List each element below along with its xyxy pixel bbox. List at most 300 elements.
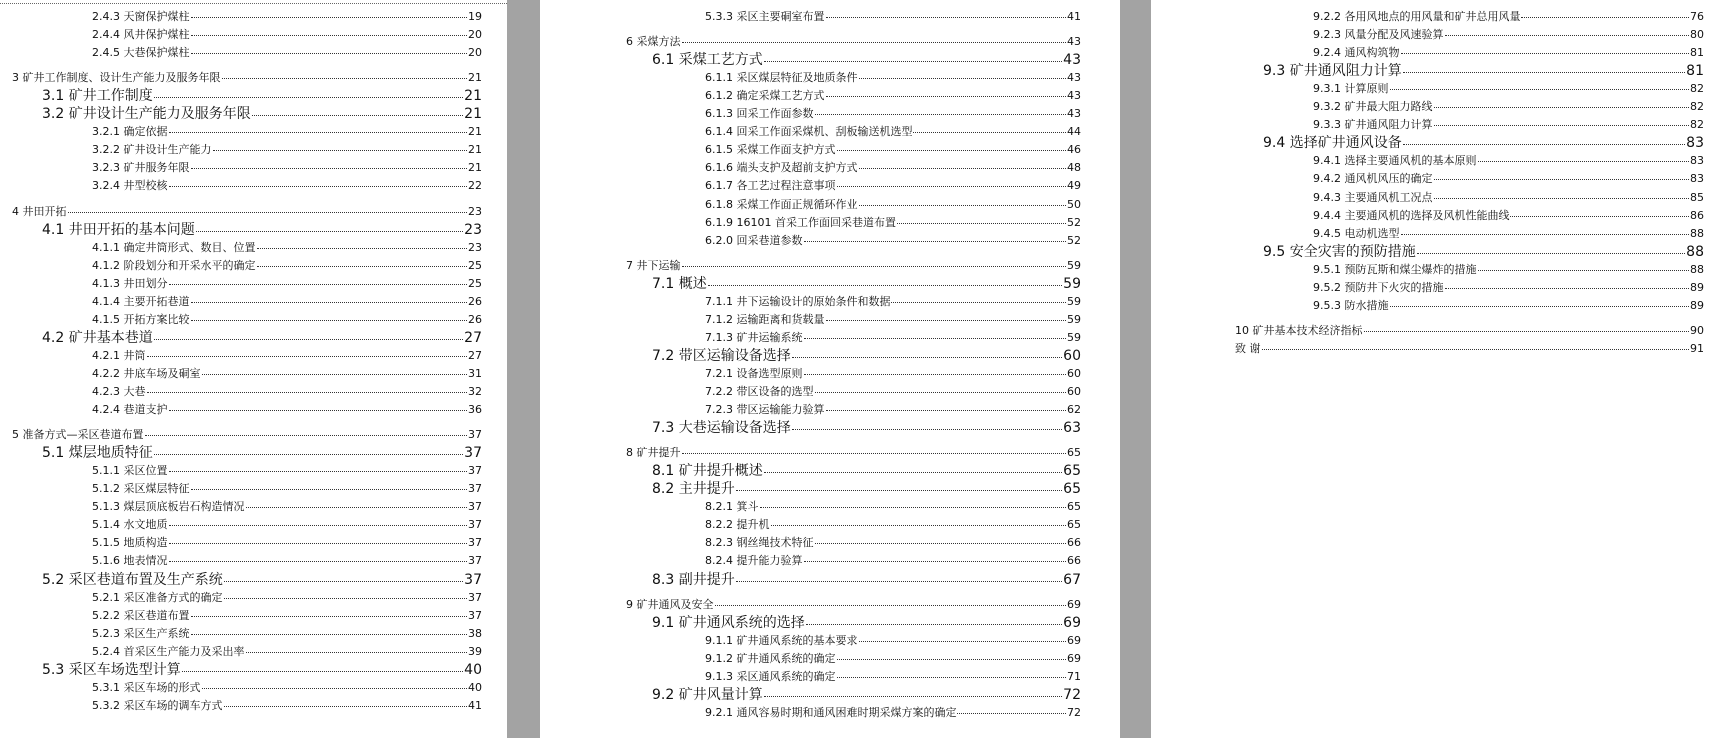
toc-entry-page-number: 32: [468, 385, 482, 398]
toc-entry[interactable]: [1313, 44, 1704, 60]
toc-entry-title: 9.4 选择矿井通风设备: [1263, 135, 1402, 152]
toc-entry[interactable]: [705, 704, 1081, 720]
toc-entry-title: 7.1.1 井下运输设计的原始条件和数据: [705, 294, 891, 308]
toc-entry-page-number: 66: [1067, 536, 1081, 550]
toc-entry-page-number: 60: [1063, 347, 1081, 364]
toc-entry[interactable]: [1313, 261, 1704, 277]
toc-dot-leader: [804, 374, 1067, 375]
toc-entry-page-number: 52: [1067, 215, 1081, 229]
toc-dot-leader: [1445, 35, 1690, 36]
toc-dot-leader: [815, 392, 1067, 393]
toc-entry-title: 4.2.3 大巷: [92, 385, 146, 398]
toc-entry-page-number: 37: [468, 500, 482, 514]
toc-page-3[interactable]: [1151, 0, 1723, 738]
toc-entry[interactable]: [705, 383, 1081, 399]
toc-entry-title: 4.2.1 井筒: [92, 348, 146, 362]
toc-entry[interactable]: [652, 460, 1081, 480]
toc-entry-page-number: 20: [468, 46, 482, 60]
toc-entry-title: 7.1.3 矿井运输系统: [705, 330, 803, 344]
toc-entry-page-number: 52: [1067, 233, 1081, 247]
toc-entry[interactable]: [42, 85, 482, 105]
toc-entry-title: 5.2.1 采区准备方式的确定: [92, 590, 223, 604]
toc-dot-leader: [1521, 17, 1689, 18]
toc-entry[interactable]: [92, 480, 482, 496]
toc-entry-title: 8.2 主井提升: [652, 481, 735, 498]
toc-dot-leader: [826, 320, 1067, 321]
toc-entry[interactable]: [92, 26, 482, 42]
toc-dot-leader: [191, 489, 468, 490]
toc-entry-title: 4.2.2 井底车场及硐室: [92, 366, 201, 380]
toc-dot-leader: [1434, 107, 1690, 108]
toc-entry-title: 6.1.6 端头支护及超前支护方式: [705, 161, 858, 175]
toc-entry-page-number: 82: [1690, 118, 1704, 132]
toc-dot-leader: [736, 490, 1062, 491]
toc-entry[interactable]: [12, 426, 482, 442]
toc-entry-page-number: 37: [468, 536, 482, 550]
toc-dot-leader: [837, 659, 1067, 660]
toc-entry[interactable]: [652, 345, 1081, 365]
toc-entry-title: 4.1.5 开拓方案比较: [92, 312, 190, 326]
toc-entry-title: 致 谢: [1235, 341, 1261, 355]
toc-entry-title: 5.3.3 采区主要硐室布置: [705, 10, 825, 23]
toc-entry-page-number: 43: [1067, 35, 1081, 49]
toc-entry-title: 3.1 矿井工作制度: [42, 88, 153, 105]
toc-entry-title: 9.4.1 选择主要通风机的基本原则: [1313, 154, 1477, 168]
toc-entry[interactable]: [705, 632, 1081, 648]
toc-entry-page-number: 44: [1067, 125, 1081, 139]
toc-dot-leader: [804, 338, 1067, 339]
toc-entry-title: 9.2.3 风量分配及风速验算: [1313, 28, 1444, 42]
toc-entry-page-number: 67: [1063, 571, 1081, 588]
toc-dot-leader: [957, 713, 1066, 714]
toc-entry[interactable]: [92, 516, 482, 532]
toc-dot-leader: [1434, 125, 1690, 126]
toc-entry[interactable]: [92, 625, 482, 641]
toc-entry-page-number: 37: [468, 464, 482, 478]
toc-entry-page-number: 37: [468, 554, 482, 568]
toc-entry[interactable]: [92, 383, 482, 399]
toc-dot-leader: [191, 634, 468, 635]
toc-entry[interactable]: [1313, 279, 1704, 295]
toc-entry-page-number: 37: [468, 428, 482, 442]
toc-entry-page-number: 65: [1063, 481, 1081, 498]
toc-entry[interactable]: [705, 516, 1081, 532]
toc-entry[interactable]: [652, 612, 1081, 632]
toc-entry[interactable]: [705, 105, 1081, 121]
toc-entry-title: 9.4.5 电动机选型: [1313, 226, 1400, 240]
toc-entry[interactable]: [705, 311, 1081, 327]
toc-dot-leader: [1401, 53, 1690, 54]
toc-entry[interactable]: [1313, 152, 1704, 168]
toc-entry-page-number: 40: [464, 661, 482, 678]
toc-entry-title: 8.2.2 提升机: [705, 518, 770, 532]
toc-entry[interactable]: [626, 596, 1081, 612]
toc-dot-leader: [859, 205, 1067, 206]
toc-entry-page-number: 82: [1690, 100, 1704, 114]
toc-entry[interactable]: [705, 8, 1081, 24]
toc-entry-page-number: 72: [1063, 686, 1081, 703]
toc-entry-page-number: 85: [1690, 190, 1704, 204]
toc-entry-page-number: 41: [468, 698, 482, 712]
toc-entry-page-number: 23: [468, 204, 482, 218]
toc-dot-leader: [169, 561, 468, 562]
toc-dot-leader: [826, 96, 1067, 97]
toc-dot-leader: [154, 339, 463, 340]
toc-entry[interactable]: [1235, 340, 1704, 356]
toc-entry-title: 6.1 采煤工艺方式: [652, 52, 763, 69]
toc-entry[interactable]: [92, 498, 482, 514]
toc-entry-title: 6.1.5 采煤工作面支护方式: [705, 143, 836, 157]
toc-entry-title: 4 井田开拓: [12, 204, 67, 218]
toc-entry[interactable]: [705, 87, 1081, 103]
toc-dot-leader: [891, 302, 1066, 303]
page-gutter-left: [507, 0, 540, 738]
toc-entry[interactable]: [92, 311, 482, 327]
toc-entry[interactable]: [652, 478, 1081, 498]
toc-entry[interactable]: [1313, 225, 1704, 241]
toc-dot-leader: [169, 132, 468, 133]
toc-entry-title: 8.3 副井提升: [652, 571, 735, 588]
toc-entry-page-number: 37: [468, 518, 482, 532]
toc-entry[interactable]: [92, 177, 482, 193]
toc-entry-title: 9.1.3 采区通风系统的确定: [705, 669, 836, 683]
toc-entry[interactable]: [12, 69, 482, 85]
toc-entry[interactable]: [92, 679, 482, 695]
toc-entry-page-number: 40: [468, 680, 482, 694]
toc-entry-title: 5.2.2 采区巷道布置: [92, 608, 190, 622]
toc-entry-title: 6.1.1 采区煤层特征及地质条件: [705, 71, 858, 85]
toc-entry-page-number: 21: [468, 125, 482, 139]
toc-dot-leader: [169, 410, 468, 411]
toc-dot-leader: [191, 53, 468, 54]
toc-dot-leader: [252, 115, 463, 116]
toc-entry-title: 6.2.0 回采巷道参数: [705, 233, 803, 247]
toc-entry-page-number: 69: [1067, 651, 1081, 665]
toc-entry-page-number: 19: [468, 10, 482, 23]
toc-entry-page-number: 36: [468, 403, 482, 417]
toc-entry-page-number: 26: [468, 294, 482, 308]
toc-page-1[interactable]: [0, 0, 507, 738]
toc-entry-page-number: 90: [1690, 323, 1704, 337]
toc-dot-leader: [715, 605, 1067, 606]
toc-entry[interactable]: [92, 257, 482, 273]
page-gutter-right: [1120, 0, 1151, 738]
toc-entry-page-number: 37: [468, 608, 482, 622]
toc-dot-leader: [154, 454, 463, 455]
toc-entry-title: 5 准备方式—采区巷道布置: [12, 428, 144, 442]
toc-entry[interactable]: [92, 607, 482, 623]
toc-entry[interactable]: [705, 196, 1081, 212]
toc-entry-title: 5.1.2 采区煤层特征: [92, 482, 190, 496]
toc-entry[interactable]: [92, 159, 482, 175]
toc-entry[interactable]: [1313, 116, 1704, 132]
toc-entry[interactable]: [92, 697, 482, 713]
toc-entry[interactable]: [1313, 170, 1704, 186]
toc-dot-leader: [804, 561, 1067, 562]
toc-dot-leader: [213, 150, 468, 151]
toc-entry-title: 9.3.3 矿井通风阻力计算: [1313, 118, 1433, 132]
toc-entry-page-number: 21: [468, 143, 482, 157]
toc-entry-page-number: 23: [468, 240, 482, 254]
toc-entry-title: 4.1.2 阶段划分和开采水平的确定: [92, 258, 256, 272]
toc-entry[interactable]: [92, 534, 482, 550]
toc-entry[interactable]: [626, 444, 1081, 460]
toc-dot-leader: [736, 581, 1062, 582]
toc-entry-title: 2.4.3 天窗保护煤柱: [92, 10, 190, 23]
toc-dot-leader: [1478, 161, 1690, 162]
toc-dot-leader: [1403, 72, 1685, 73]
toc-entry-page-number: 69: [1067, 633, 1081, 647]
toc-entry-page-number: 65: [1067, 518, 1081, 532]
toc-entry[interactable]: [92, 401, 482, 417]
toc-entry[interactable]: [626, 257, 1081, 273]
toc-entry-title: 7.1.2 运输距离和货载量: [705, 312, 825, 326]
toc-dot-leader: [897, 223, 1066, 224]
toc-entry-title: 9.4.3 主要通风机工况点: [1313, 190, 1433, 204]
toc-entry-title: 3.2.1 确定依据: [92, 125, 168, 139]
toc-dot-leader: [1445, 288, 1690, 289]
toc-entry-page-number: 88: [1690, 262, 1704, 276]
toc-entry-title: 6 采煤方法: [626, 35, 681, 49]
toc-entry[interactable]: [1263, 132, 1704, 152]
toc-entry-page-number: 62: [1067, 403, 1081, 417]
toc-entry-page-number: 86: [1690, 208, 1704, 222]
toc-dot-leader: [169, 471, 468, 472]
toc-entry[interactable]: [92, 275, 482, 291]
toc-entry[interactable]: [1313, 297, 1704, 313]
toc-entry[interactable]: [92, 239, 482, 255]
page-cut-edge: [0, 0, 507, 4]
toc-entry-title: 3 矿井工作制度、设计生产能力及服务年限: [12, 71, 221, 85]
toc-entry[interactable]: [1313, 189, 1704, 205]
toc-entry-page-number: 49: [1067, 179, 1081, 193]
toc-entry[interactable]: [705, 401, 1081, 417]
toc-entry[interactable]: [705, 123, 1081, 139]
toc-entry[interactable]: [705, 650, 1081, 666]
toc-entry-title: 9.3 矿井通风阻力计算: [1263, 63, 1402, 80]
toc-entry[interactable]: [42, 219, 482, 239]
toc-entry[interactable]: [652, 417, 1081, 437]
toc-entry[interactable]: [705, 214, 1081, 230]
toc-entry-title: 5.1.6 地表情况: [92, 554, 168, 568]
toc-entry[interactable]: [705, 159, 1081, 175]
toc-entry-page-number: 37: [468, 590, 482, 604]
toc-dot-leader: [257, 248, 468, 249]
toc-entry[interactable]: [92, 141, 482, 157]
toc-entry[interactable]: [12, 203, 482, 219]
toc-entry-title: 9.2.4 通风构筑物: [1313, 46, 1400, 60]
toc-entry-page-number: 41: [1067, 10, 1081, 23]
toc-entry-page-number: 43: [1067, 89, 1081, 103]
toc-entry-title: 2.4.5 大巷保护煤柱: [92, 46, 190, 60]
toc-entry-page-number: 23: [464, 221, 482, 238]
toc-entry[interactable]: [652, 684, 1081, 704]
toc-entry[interactable]: [92, 44, 482, 60]
toc-dot-leader: [147, 392, 468, 393]
toc-entry-title: 5.2 采区巷道布置及生产系统: [42, 571, 223, 588]
toc-entry[interactable]: [92, 347, 482, 363]
toc-dot-leader: [815, 543, 1067, 544]
toc-entry-page-number: 65: [1063, 463, 1081, 480]
toc-dot-leader: [1262, 349, 1690, 350]
toc-entry[interactable]: [1313, 80, 1704, 96]
toc-dot-leader: [760, 507, 1067, 508]
toc-dot-leader: [145, 435, 468, 436]
toc-entry-page-number: 25: [468, 258, 482, 272]
toc-dot-leader: [202, 374, 468, 375]
toc-dot-leader: [682, 266, 1067, 267]
toc-entry[interactable]: [705, 534, 1081, 550]
toc-entry[interactable]: [652, 273, 1081, 293]
toc-entry[interactable]: [42, 327, 482, 347]
toc-entry-title: 9 矿井通风及安全: [626, 597, 714, 611]
toc-entry-title: 5.3.2 采区车场的调车方式: [92, 698, 223, 712]
toc-entry-title: 7.2.1 设备选型原则: [705, 366, 803, 380]
toc-entry-title: 9.1 矿井通风系统的选择: [652, 614, 805, 631]
toc-entry-title: 4.2 矿井基本巷道: [42, 329, 153, 346]
toc-entry[interactable]: [1263, 241, 1704, 261]
toc-entry-page-number: 83: [1686, 135, 1704, 152]
toc-entry[interactable]: [705, 293, 1081, 309]
toc-entry-title: 5.1.3 煤层顶底板岩石构造情况: [92, 500, 245, 514]
toc-entry-page-number: 63: [1063, 420, 1081, 437]
toc-entry[interactable]: [92, 293, 482, 309]
toc-entry-page-number: 60: [1067, 385, 1081, 398]
toc-entry[interactable]: [705, 552, 1081, 568]
toc-entry-title: 7.2.2 带区设备的选型: [705, 385, 814, 398]
toc-entry-title: 9.4.2 通风机风压的确定: [1313, 172, 1433, 186]
toc-entry-title: 6.1.9 16101 首采工作面回采巷道布置: [705, 215, 896, 229]
toc-entry[interactable]: [1313, 207, 1704, 223]
toc-entry[interactable]: [1313, 26, 1704, 42]
toc-entry-page-number: 46: [1067, 143, 1081, 157]
toc-entry-page-number: 83: [1690, 154, 1704, 168]
toc-entry-title: 9.5.1 预防瓦斯和煤尘爆炸的措施: [1313, 262, 1477, 276]
toc-entry[interactable]: [705, 141, 1081, 157]
toc-entry-page-number: 21: [468, 71, 482, 85]
toc-entry[interactable]: [705, 177, 1081, 193]
toc-entry[interactable]: [92, 589, 482, 605]
toc-entry-title: 3.2.4 井型校核: [92, 179, 168, 193]
toc-entry-page-number: 91: [1690, 341, 1704, 355]
toc-entry-title: 3.2 矿井设计生产能力及服务年限: [42, 106, 251, 123]
toc-entry-page-number: 20: [468, 28, 482, 42]
toc-entry-page-number: 59: [1067, 330, 1081, 344]
toc-dot-leader: [859, 78, 1067, 79]
toc-dot-leader: [764, 472, 1062, 473]
toc-dot-leader: [169, 525, 468, 526]
toc-entry-page-number: 22: [468, 179, 482, 193]
toc-dot-leader: [202, 688, 468, 689]
toc-dot-leader: [246, 652, 468, 653]
toc-entry-title: 7.2 带区运输设备选择: [652, 347, 791, 364]
toc-entry[interactable]: [92, 552, 482, 568]
toc-entry[interactable]: [92, 123, 482, 139]
toc-entry-title: 4.2.4 巷道支护: [92, 403, 168, 417]
toc-dot-leader: [169, 284, 468, 285]
toc-dot-leader: [792, 357, 1062, 358]
toc-entry-title: 9.3.2 矿井最大阻力路线: [1313, 100, 1433, 114]
toc-dot-leader: [191, 320, 468, 321]
toc-entry-page-number: 59: [1063, 275, 1081, 292]
toc-dot-leader: [191, 616, 468, 617]
toc-entry[interactable]: [92, 8, 482, 24]
toc-entry-page-number: 76: [1690, 10, 1704, 23]
toc-entry[interactable]: [652, 569, 1081, 589]
toc-dot-leader: [68, 212, 468, 213]
toc-entry-page-number: 25: [468, 276, 482, 290]
toc-dot-leader: [682, 42, 1067, 43]
toc-entry[interactable]: [1263, 60, 1704, 80]
toc-entry-title: 9.5 安全灾害的预防措施: [1263, 243, 1416, 260]
toc-entry[interactable]: [92, 643, 482, 659]
toc-entry[interactable]: [705, 668, 1081, 684]
toc-entry-title: 5.3 采区车场选型计算: [42, 661, 181, 678]
toc-dot-leader: [764, 61, 1062, 62]
toc-page-2[interactable]: [540, 0, 1120, 738]
toc-entry[interactable]: [42, 569, 482, 589]
toc-dot-leader: [764, 696, 1062, 697]
toc-entry[interactable]: [705, 498, 1081, 514]
toc-entry-page-number: 89: [1690, 280, 1704, 294]
toc-dot-leader: [913, 132, 1066, 133]
toc-dot-leader: [257, 266, 468, 267]
toc-entry[interactable]: [1313, 8, 1704, 24]
toc-entry-title: 9.2.1 通风容易时期和通风困难时期采煤方案的确定: [705, 705, 957, 719]
toc-entry-title: 8 矿井提升: [626, 446, 681, 460]
toc-entry-title: 4.1 井田开拓的基本问题: [42, 221, 195, 238]
toc-entry-page-number: 27: [464, 329, 482, 346]
toc-entry-title: 10 矿井基本技术经济指标: [1235, 323, 1363, 337]
toc-entry[interactable]: [92, 462, 482, 478]
toc-entry-page-number: 48: [1067, 161, 1081, 175]
toc-entry[interactable]: [652, 49, 1081, 69]
toc-entry[interactable]: [1235, 322, 1704, 338]
toc-entry-page-number: 82: [1690, 82, 1704, 96]
toc-entry[interactable]: [705, 69, 1081, 85]
toc-entry[interactable]: [42, 659, 482, 679]
toc-entry-title: 5.3.1 采区车场的形式: [92, 680, 201, 694]
toc-entry[interactable]: [92, 365, 482, 381]
toc-entry[interactable]: [1313, 98, 1704, 114]
toc-entry-title: 9.3.1 计算原则: [1313, 82, 1389, 96]
toc-dot-leader: [1510, 216, 1689, 217]
toc-dot-leader: [224, 598, 468, 599]
toc-entry[interactable]: [705, 329, 1081, 345]
toc-entry-title: 5.1.1 采区位置: [92, 464, 168, 478]
toc-dot-leader: [196, 231, 463, 232]
toc-entry-page-number: 81: [1690, 46, 1704, 60]
toc-entry-page-number: 21: [464, 88, 482, 105]
toc-entry[interactable]: [42, 103, 482, 123]
toc-dot-leader: [708, 285, 1062, 286]
toc-entry-title: 6.1.8 采煤工作面正规循环作业: [705, 197, 858, 211]
toc-entry-title: 6.1.7 各工艺过程注意事项: [705, 179, 836, 193]
toc-entry[interactable]: [42, 442, 482, 462]
toc-entry-title: 8.2.4 提升能力验算: [705, 554, 803, 568]
toc-dot-leader: [826, 17, 1067, 18]
toc-entry-title: 7 井下运输: [626, 258, 681, 272]
toc-entry[interactable]: [705, 365, 1081, 381]
toc-entry[interactable]: [705, 232, 1081, 248]
toc-entry-title: 3.2.3 矿井服务年限: [92, 161, 190, 175]
toc-entry-page-number: 59: [1067, 312, 1081, 326]
toc-entry-page-number: 80: [1690, 28, 1704, 42]
toc-entry-page-number: 88: [1686, 243, 1704, 260]
toc-entry-title: 5.2.4 首采区生产能力及采出率: [92, 644, 245, 658]
toc-entry-title: 6.1.4 回采工作面采煤机、刮板输送机选型: [705, 125, 913, 139]
toc-entry[interactable]: [626, 33, 1081, 49]
